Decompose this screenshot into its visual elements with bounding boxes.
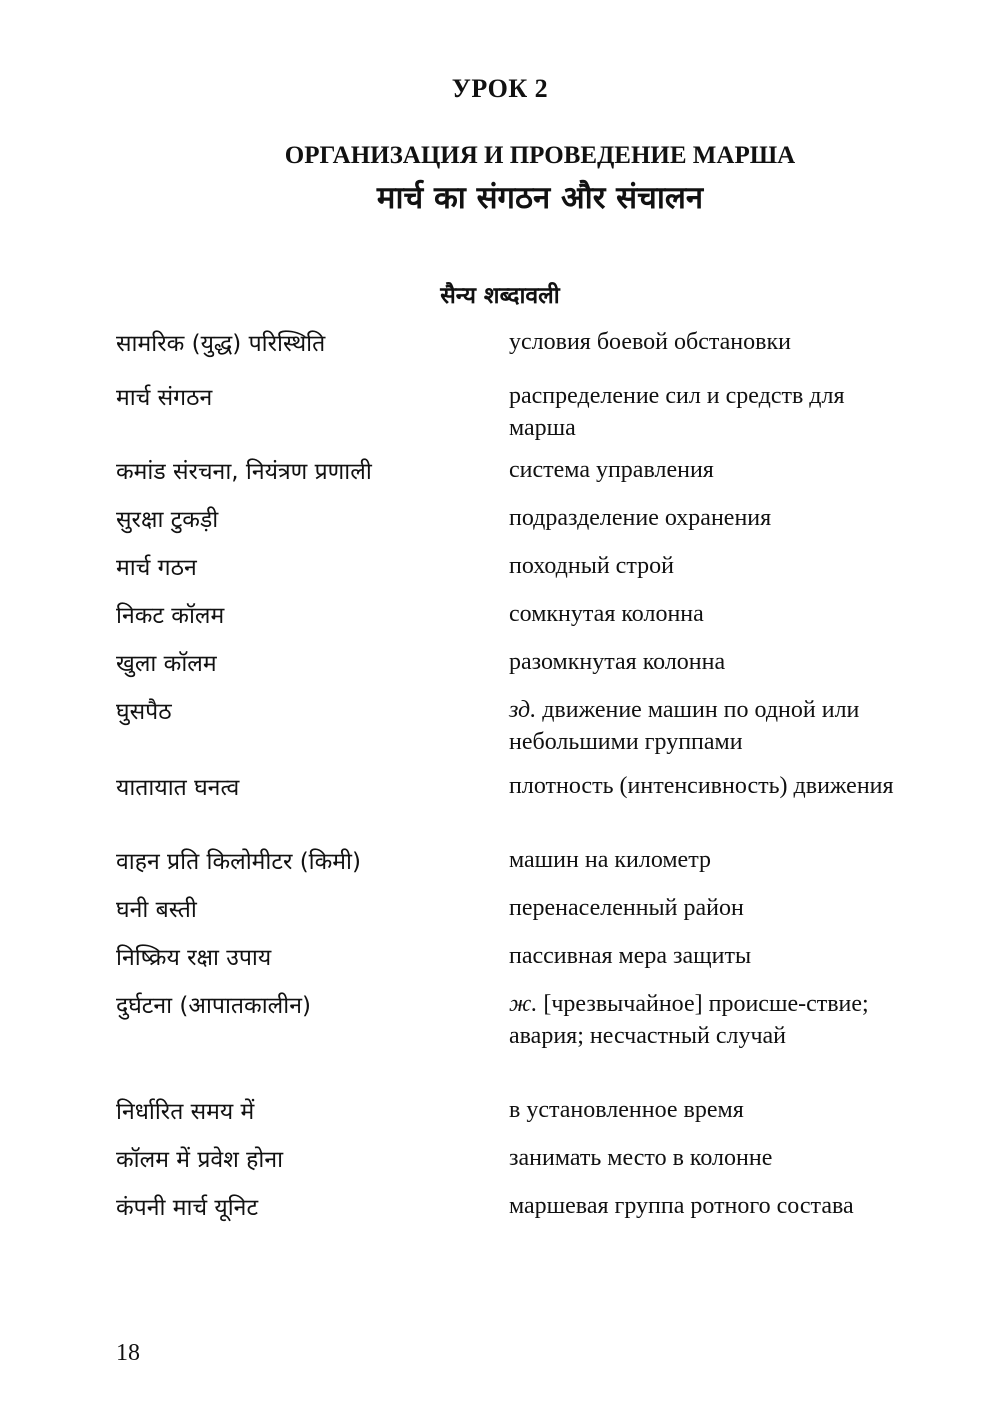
glossary-term: मार्च संगठन	[116, 385, 213, 411]
glossary-term: निकट कॉलम	[116, 603, 225, 629]
glossary-definition	[509, 326, 896, 358]
definition-text: подразделение охранения	[509, 505, 772, 531]
glossary-term: यातायात घनत्व	[116, 775, 240, 801]
page-title-russian: ОРГАНИЗАЦИЯ И ПРОВЕДЕНИЕ МАРША	[284, 142, 796, 169]
glossary-term: सुरक्षा टुकड़ी	[116, 507, 219, 533]
glossary-term: सामरिक (युद्ध) परिस्थिति	[116, 331, 326, 357]
definition-text: разомкнутая колонна	[509, 649, 726, 675]
glossary-definition	[509, 646, 896, 678]
glossary-definition	[509, 1142, 896, 1174]
page-number: 18	[116, 1340, 140, 1366]
glossary-term: कंपनी मार्च यूनिट	[116, 1195, 259, 1221]
definition-text: сомкнутая колонна	[509, 601, 704, 627]
definition-text: походный строй	[509, 553, 674, 579]
glossary-term: घुसपैठ	[116, 699, 172, 725]
glossary-term: निर्धारित समय में	[116, 1099, 255, 1125]
glossary-definition	[509, 502, 896, 534]
glossary-definition	[509, 1094, 896, 1126]
definition-text: в установленное время	[509, 1097, 744, 1123]
glossary-definition	[509, 940, 896, 972]
glossary-term: मार्च गठन	[116, 555, 197, 581]
glossary-row	[116, 770, 896, 844]
glossary-definition	[509, 988, 896, 1052]
glossary-row	[116, 1142, 896, 1190]
page-title-hindi: मार्च का संगठन और संचालन	[376, 180, 704, 216]
glossary-table	[116, 326, 896, 1262]
lesson-heading: УРОК 2	[451, 74, 549, 103]
glossary-row	[116, 326, 896, 380]
glossary-term: कमांड संरचना, नियंत्रण प्रणाली	[116, 459, 372, 485]
glossary-definition	[509, 550, 896, 582]
glossary-row	[116, 1094, 896, 1142]
glossary-term: कॉलम में प्रवेश होना	[116, 1147, 284, 1173]
definition-text: условия боевой обстановки	[509, 329, 791, 355]
grammar-note: зд.	[509, 697, 537, 723]
glossary-row	[116, 380, 896, 454]
definition-text: плотность (интенсивность) движения	[509, 773, 894, 799]
glossary-row	[116, 454, 896, 502]
glossary-row	[116, 988, 896, 1094]
glossary-definition	[509, 770, 896, 802]
glossary-definition	[509, 1190, 896, 1222]
glossary-row	[116, 550, 896, 598]
glossary-definition	[509, 380, 896, 444]
definition-text: занимать место в колонне	[509, 1145, 773, 1171]
glossary-row	[116, 598, 896, 646]
glossary-term: निष्क्रिय रक्षा उपाय	[116, 945, 272, 971]
glossary-term: घनी बस्ती	[116, 897, 197, 923]
definition-text: система управления	[509, 457, 714, 483]
glossary-row	[116, 844, 896, 892]
glossary-term: वाहन प्रति किलोमीटर (किमी)	[116, 849, 361, 875]
glossary-definition	[509, 892, 896, 924]
definition-text: пассивная мера защиты	[509, 943, 752, 969]
glossary-definition	[509, 454, 896, 486]
glossary-row	[116, 940, 896, 988]
glossary-row	[116, 1190, 896, 1262]
definition-text: машин на километр	[509, 847, 711, 873]
glossary-term: खुला कॉलम	[116, 651, 217, 677]
section-heading: सैन्य शब्दावली	[440, 283, 560, 309]
definition-text: [чрезвычайное] происше-ствие; авария; несчастный случай	[509, 991, 869, 1049]
definition-text: перенаселенный район	[509, 895, 744, 921]
glossary-definition	[509, 598, 896, 630]
glossary-row	[116, 694, 896, 770]
definition-text: распределение сил и средств для марша	[509, 383, 845, 441]
glossary-row	[116, 892, 896, 940]
definition-text: движение машин по одной или небольшими группами	[509, 697, 860, 755]
grammar-note: ж.	[509, 991, 538, 1017]
glossary-definition	[509, 844, 896, 876]
glossary-term: दुर्घटना (आपातकालीन)	[116, 993, 311, 1019]
glossary-row	[116, 502, 896, 550]
definition-text: маршевая группа ротного состава	[509, 1193, 854, 1219]
glossary-row	[116, 646, 896, 694]
glossary-definition	[509, 694, 896, 758]
